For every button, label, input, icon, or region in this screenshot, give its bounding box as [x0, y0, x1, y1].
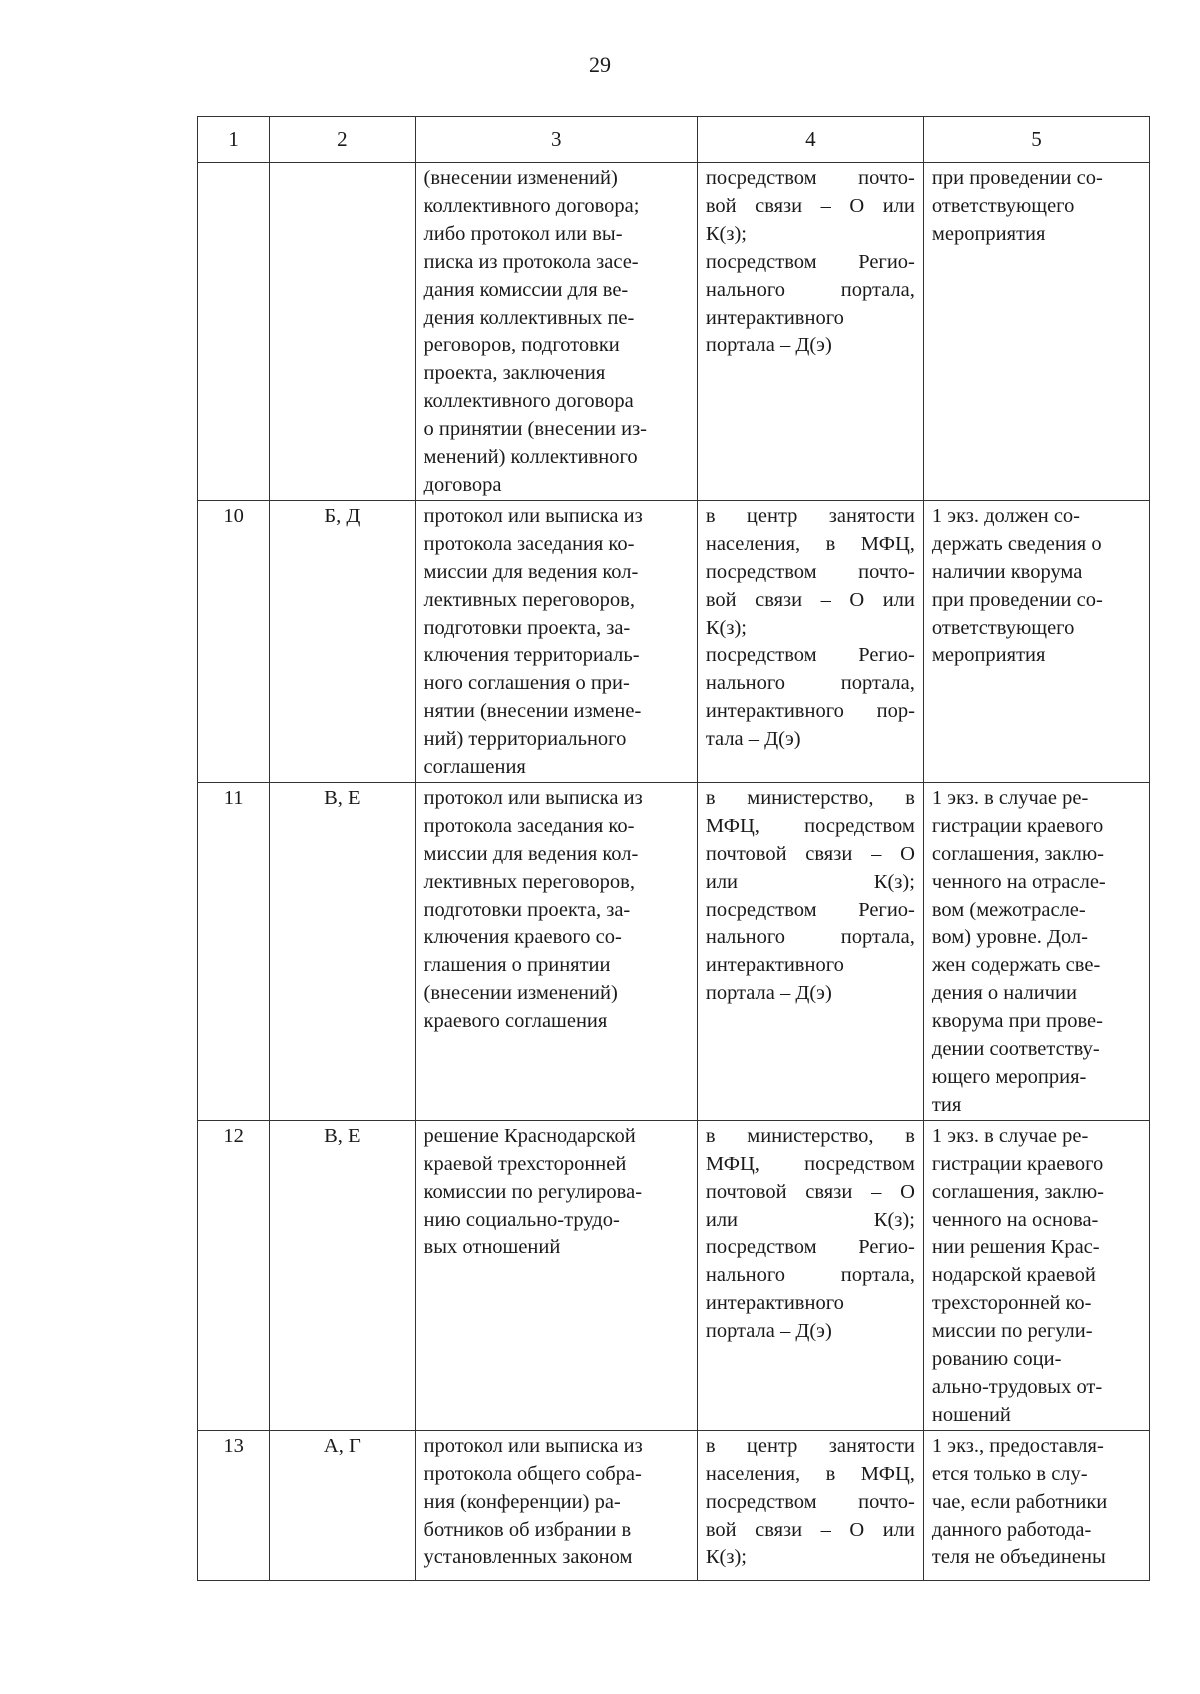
- document-line: подготовки проекта, за-: [423, 898, 631, 921]
- document-line: ключения территориаль-: [423, 644, 640, 667]
- header-col-3: 3: [415, 117, 697, 163]
- document-line: дания комиссии для ве-: [423, 278, 629, 301]
- method-line: К(з);: [705, 1546, 747, 1569]
- method-line: почтовой связи – О: [705, 842, 915, 865]
- document-line: (внесении изменений): [423, 167, 618, 189]
- note-line: теля не объединены: [931, 1546, 1106, 1569]
- row-number-cell: 12: [198, 1120, 270, 1430]
- document-line: соглашения: [423, 756, 526, 779]
- note-line: ношений: [931, 1403, 1011, 1426]
- document-line: коллективного договора;: [423, 194, 640, 217]
- method-line: портала – Д(э): [705, 1320, 832, 1343]
- note-line: мероприятия: [931, 644, 1046, 667]
- note-line: мероприятия: [931, 222, 1046, 245]
- method-line: нального портала,: [705, 926, 915, 949]
- document-line: ключения краевого со-: [423, 926, 622, 949]
- method-line: тала – Д(э): [705, 728, 801, 751]
- method-line: интерактивного: [705, 306, 844, 329]
- method-line: посредством почто-: [705, 1490, 915, 1513]
- document-line: краевого соглашения: [423, 1010, 608, 1033]
- note-line: ется только в слу-: [931, 1462, 1088, 1485]
- note-line: 1 экз. должен со-: [931, 504, 1081, 527]
- row-document-cell: [415, 1120, 697, 1430]
- note-line: держать сведения о: [931, 532, 1102, 555]
- document-line: краевой трехсторонней: [423, 1152, 627, 1175]
- note-line: дения о наличии: [931, 982, 1077, 1005]
- row-document-cell: [415, 782, 697, 1120]
- method-line: или К(з);: [705, 1208, 915, 1231]
- method-line: нального портала,: [705, 1264, 915, 1287]
- document-line: комиссии по регулирова-: [423, 1180, 643, 1203]
- document-line: либо протокол или вы-: [423, 222, 623, 245]
- document-line: лективных переговоров,: [423, 870, 635, 893]
- method-line: интерактивного пор-: [705, 700, 915, 723]
- table-row: [198, 163, 1150, 501]
- note-line: ответствующего: [931, 616, 1075, 639]
- row-method-cell: [697, 1120, 923, 1430]
- note-line: 1 экз. в случае ре-: [931, 1124, 1089, 1147]
- document-line: миссии для ведения кол-: [423, 842, 639, 865]
- document-line: вых отношений: [423, 1236, 561, 1259]
- row-codes-cell: В, Е: [270, 782, 415, 1120]
- method-line: в министерство, в: [705, 786, 915, 809]
- note-line: нии решения Крас-: [931, 1236, 1100, 1259]
- document-line: о принятии (внесении из-: [423, 418, 648, 441]
- method-line: населения, в МФЦ,: [705, 1462, 915, 1485]
- note-line: 1 экз., предоставля-: [931, 1434, 1104, 1457]
- document-line: нию социально-трудо-: [423, 1208, 620, 1231]
- note-line: наличии кворума: [931, 560, 1083, 583]
- row-method-cell: [697, 1430, 923, 1580]
- method-line: вой связи – О или: [705, 194, 915, 217]
- method-line: посредством почто-: [705, 560, 915, 583]
- method-line: населения, в МФЦ,: [705, 532, 915, 555]
- method-line: интерактивного: [705, 954, 844, 977]
- header-col-5: 5: [923, 117, 1149, 163]
- method-line: посредством Регио-: [705, 1236, 915, 1259]
- document-line: протокола заседания ко-: [423, 532, 635, 555]
- note-line: соглашения, заклю-: [931, 842, 1104, 865]
- method-line: портала – Д(э): [705, 334, 832, 357]
- table-row: [198, 500, 1150, 782]
- document-line: протокол или выписка из: [423, 1434, 643, 1457]
- note-line: ченного на отрасле-: [931, 870, 1106, 893]
- document-line: протокола заседания ко-: [423, 814, 635, 837]
- row-codes-cell: А, Г: [270, 1430, 415, 1580]
- document-line: менений) коллективного: [423, 446, 638, 469]
- note-line: нодарской краевой: [931, 1264, 1096, 1287]
- method-line: портала – Д(э): [705, 982, 832, 1005]
- note-line: гистрации краевого: [931, 814, 1104, 837]
- row-method-cell: [697, 163, 923, 501]
- document-line: протокол или выписка из: [423, 786, 643, 809]
- table-row: [198, 1120, 1150, 1430]
- note-line: рованию соци-: [931, 1348, 1062, 1371]
- note-line: чае, если работники: [931, 1490, 1108, 1513]
- row-number-cell: 10: [198, 500, 270, 782]
- method-line: МФЦ, посредством: [705, 814, 915, 837]
- row-codes-cell: В, Е: [270, 1120, 415, 1430]
- note-line: вом (межотрасле-: [931, 898, 1086, 921]
- document-line: подготовки проекта, за-: [423, 616, 631, 639]
- document-line: коллективного договора: [423, 390, 634, 413]
- method-line: посредством почто-: [705, 167, 915, 189]
- method-line: интерактивного: [705, 1292, 844, 1315]
- row-method-cell: [697, 500, 923, 782]
- note-line: данного работода-: [931, 1518, 1092, 1541]
- note-line: ответствующего: [931, 194, 1075, 217]
- method-line: вой связи – О или: [705, 588, 915, 611]
- method-line: К(з);: [705, 616, 747, 639]
- note-line: ально-трудовых от-: [931, 1375, 1103, 1398]
- note-line: тия: [931, 1093, 962, 1116]
- header-col-1: 1: [198, 117, 270, 163]
- method-line: К(з);: [705, 222, 747, 245]
- note-line: гистрации краевого: [931, 1152, 1104, 1175]
- note-line: трехсторонней ко-: [931, 1292, 1092, 1315]
- document-line: протокола общего собра-: [423, 1462, 642, 1485]
- document-line: ний) территориального: [423, 728, 627, 751]
- row-method-cell: [697, 782, 923, 1120]
- table-row: [198, 782, 1150, 1120]
- row-note-cell: [923, 1430, 1149, 1580]
- document-line: установленных законом: [423, 1546, 633, 1569]
- document-line: дения коллективных пе-: [423, 306, 635, 329]
- row-document-cell: [415, 163, 697, 501]
- method-line: посредством Регио-: [705, 644, 915, 667]
- note-line: миссии по регули-: [931, 1320, 1093, 1343]
- note-line: 1 экз. в случае ре-: [931, 786, 1089, 809]
- note-line: при проведении со-: [931, 588, 1103, 611]
- table-row: [198, 1430, 1150, 1580]
- note-line: жен содержать све-: [931, 954, 1101, 977]
- note-line: дении соответству-: [931, 1038, 1100, 1061]
- document-line: ния (конференции) ра-: [423, 1490, 621, 1513]
- row-note-cell: [923, 782, 1149, 1120]
- method-line: в центр занятости: [705, 504, 915, 527]
- method-line: в министерство, в: [705, 1124, 915, 1147]
- row-note-cell: [923, 500, 1149, 782]
- document-line: проекта, заключения: [423, 362, 606, 385]
- row-number-cell: 13: [198, 1430, 270, 1580]
- document-table: [197, 116, 1150, 1581]
- table-header-row: [198, 117, 1150, 163]
- page-number: 29: [589, 52, 611, 77]
- method-line: посредством Регио-: [705, 898, 915, 921]
- note-line: вом) уровне. Дол-: [931, 926, 1088, 949]
- header-col-2: 2: [270, 117, 415, 163]
- row-codes-cell: [270, 163, 415, 501]
- document-line: ботников об избрании в: [423, 1518, 632, 1541]
- note-line: ющего мероприя-: [931, 1066, 1087, 1088]
- method-line: или К(з);: [705, 870, 915, 893]
- document-line: глашения о принятии: [423, 954, 611, 977]
- row-number-cell: 11: [198, 782, 270, 1120]
- method-line: почтовой связи – О: [705, 1180, 915, 1203]
- note-line: кворума при прове-: [931, 1010, 1103, 1033]
- header-col-4: 4: [697, 117, 923, 163]
- note-line: ченного на основа-: [931, 1208, 1099, 1231]
- method-line: в центр занятости: [705, 1434, 915, 1457]
- method-line: посредством Регио-: [705, 250, 915, 273]
- row-note-cell: [923, 1120, 1149, 1430]
- method-line: МФЦ, посредством: [705, 1152, 915, 1175]
- document-line: реговоров, подготовки: [423, 334, 620, 357]
- method-line: нального портала,: [705, 278, 915, 301]
- method-line: нального портала,: [705, 672, 915, 695]
- document-line: договора: [423, 473, 502, 496]
- document-line: миссии для ведения кол-: [423, 560, 639, 583]
- document-line: лективных переговоров,: [423, 588, 635, 611]
- document-line: писка из протокола засе-: [423, 250, 639, 273]
- row-document-cell: [415, 500, 697, 782]
- row-document-cell: [415, 1430, 697, 1580]
- document-line: (внесении изменений): [423, 982, 618, 1005]
- document-line: протокол или выписка из: [423, 504, 643, 527]
- document-line: нятии (внесении измене-: [423, 700, 642, 723]
- note-line: соглашения, заклю-: [931, 1180, 1104, 1203]
- method-line: вой связи – О или: [705, 1518, 915, 1541]
- row-codes-cell: Б, Д: [270, 500, 415, 782]
- row-number-cell: [198, 163, 270, 501]
- row-note-cell: [923, 163, 1149, 501]
- note-line: при проведении со-: [931, 167, 1103, 189]
- document-line: решение Краснодарской: [423, 1124, 636, 1147]
- document-line: ного соглашения о при-: [423, 672, 630, 695]
